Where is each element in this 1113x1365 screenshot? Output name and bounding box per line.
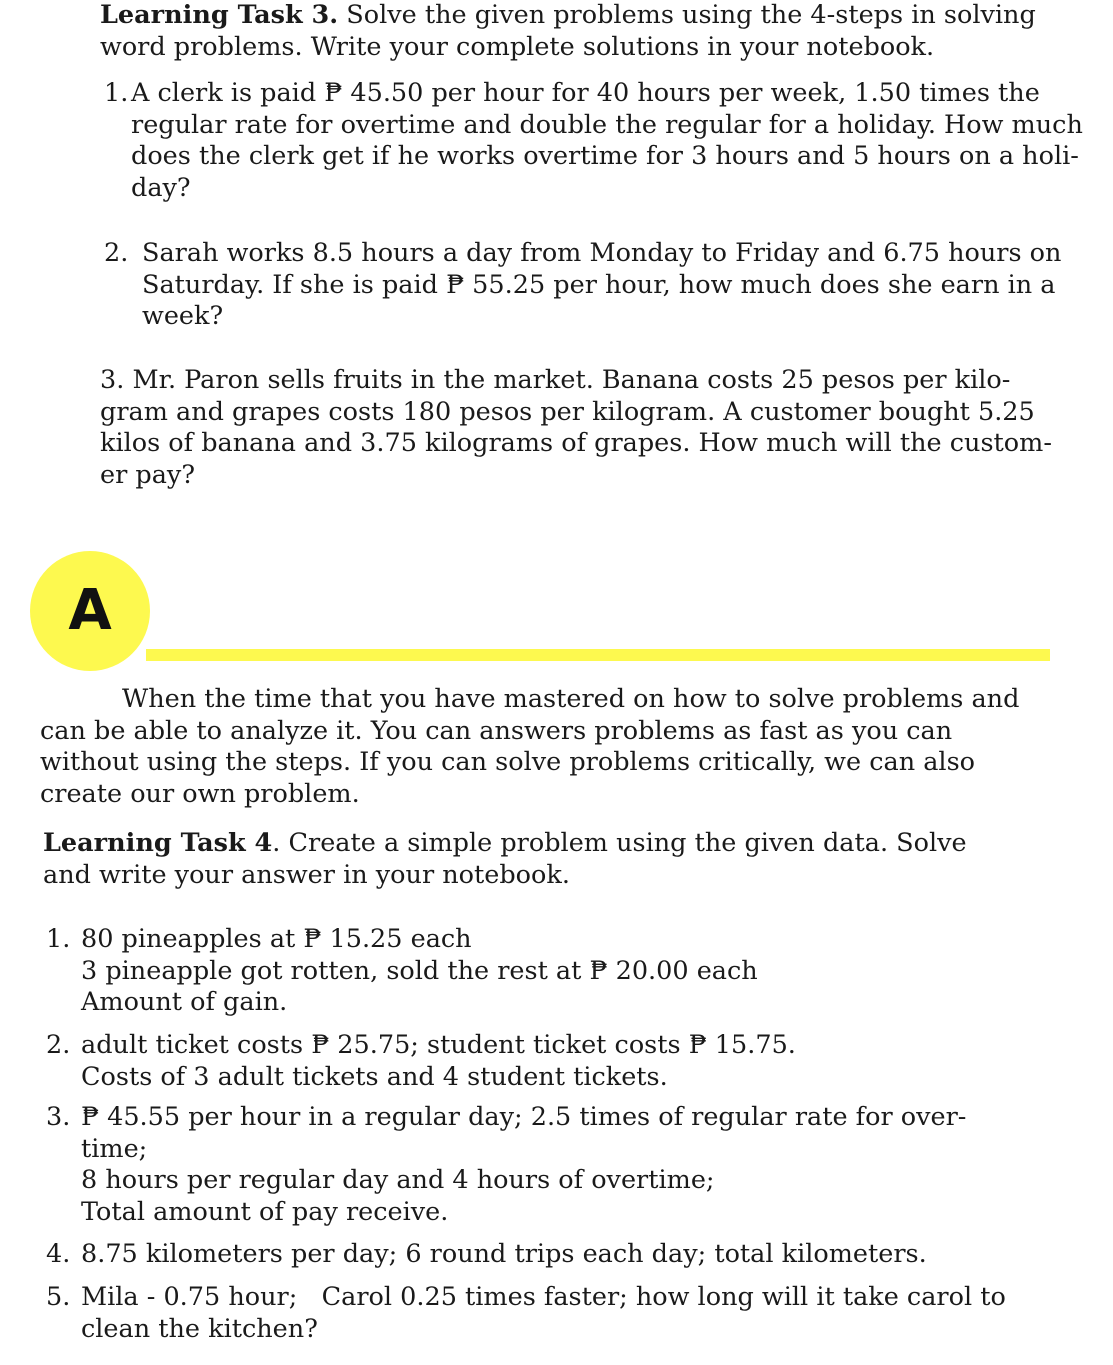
task3-problem-3-number: 3. xyxy=(100,365,125,395)
task3-problem-3 xyxy=(100,365,1070,491)
task3-problem-2 xyxy=(104,238,1100,333)
task4-heading xyxy=(43,828,1003,891)
task4-item-3-line-3: Total amount of pay receive. xyxy=(81,1196,449,1227)
task4-item-5-number: 5. xyxy=(46,1282,71,1312)
task3-heading xyxy=(100,0,1060,63)
task3-problem-2-text: Sarah works 8.5 hours a day from Monday to Friday and 6.75 hours on Saturday. If she is paid ₱ 55.25 per hour, how much does she earn in a week? xyxy=(142,238,1062,331)
task4-item-2 xyxy=(46,1030,1046,1093)
task4-item-4-number: 4. xyxy=(46,1239,71,1269)
task4-item-5-line-1: Mila - 0.75 hour; Carol 0.25 times faster; how long will it take carol to clean the kitchen? xyxy=(81,1282,1014,1344)
task3-problem-1-number: 1. xyxy=(104,78,129,108)
task3-heading-instructions: Solve the given problems using the 4-steps in solving word problems. Write your complete solutions in your notebook. xyxy=(100,0,1036,62)
task4-item-1-line-2: 3 pineapple got rotten, sold the rest at ₱ 20.00 each xyxy=(81,955,758,986)
task4-item-2-number: 2. xyxy=(46,1030,71,1060)
section-a-badge xyxy=(30,551,150,671)
task4-item-1-line-3: Amount of gain. xyxy=(81,987,288,1017)
task4-item-3-line-2: 8 hours per regular day and 4 hours of overtime; xyxy=(81,1165,715,1195)
section-a-divider xyxy=(146,649,1050,661)
task4-item-1-line-1: 80 pineapples at ₱ 15.25 each xyxy=(81,924,472,954)
task4-item-4 xyxy=(46,1239,1046,1271)
task3-heading-label: Learning Task 3. xyxy=(100,0,339,30)
section-a-paragraph: When the time that you have mastered on how to solve problems and can be able to analyze it. You can answers problems as fast as you can without using the steps. If you can solve problems critically, we can also create our own problem. xyxy=(40,684,1020,809)
task4-heading-label: Learning Task 4 xyxy=(43,828,273,858)
task4-item-1-number: 1. xyxy=(46,924,71,954)
task4-item-4-line-1: 8.75 kilometers per day; 6 round trips each day; total kilometers. xyxy=(81,1239,927,1269)
task3-problem-3-text: Mr. Paron sells fruits in the market. Banana costs 25 pesos per kilo-gram and grapes costs 180 pesos per kilogram. A customer bought 5.25 kilos of banana and 3.75 kilograms of grapes. How much will the custom-er pay? xyxy=(100,365,1052,490)
task4-item-3-line-1: ₱ 45.55 per hour in a regular day; 2.5 times of regular rate for over-time; xyxy=(81,1102,967,1164)
task4-item-2-line-2: Costs of 3 adult tickets and 4 student tickets. xyxy=(81,1061,668,1092)
task3-problem-1-text: A clerk is paid ₱ 45.50 per hour for 40 hours per week, 1.50 times the regular rate for overtime and double the regular for a holiday. How much does the clerk get if he works overtime for 3 hours and 5 hours on a holi-day? xyxy=(131,78,1083,203)
task4-heading-instructions: . Create a simple problem using the given data. Solve and write your answer in your notebook. xyxy=(43,828,967,890)
task4-item-2-line-1: adult ticket costs ₱ 25.75; student ticket costs ₱ 15.75. xyxy=(81,1030,796,1060)
task4-item-5 xyxy=(46,1282,1014,1345)
task4-item-3 xyxy=(46,1102,1006,1228)
task3-problem-1 xyxy=(104,78,1104,204)
task4-item-1 xyxy=(46,924,1046,1019)
section-a-letter: A xyxy=(68,578,112,643)
task4-item-3-number: 3. xyxy=(46,1102,71,1132)
task3-problem-2-number: 2. xyxy=(104,238,129,268)
